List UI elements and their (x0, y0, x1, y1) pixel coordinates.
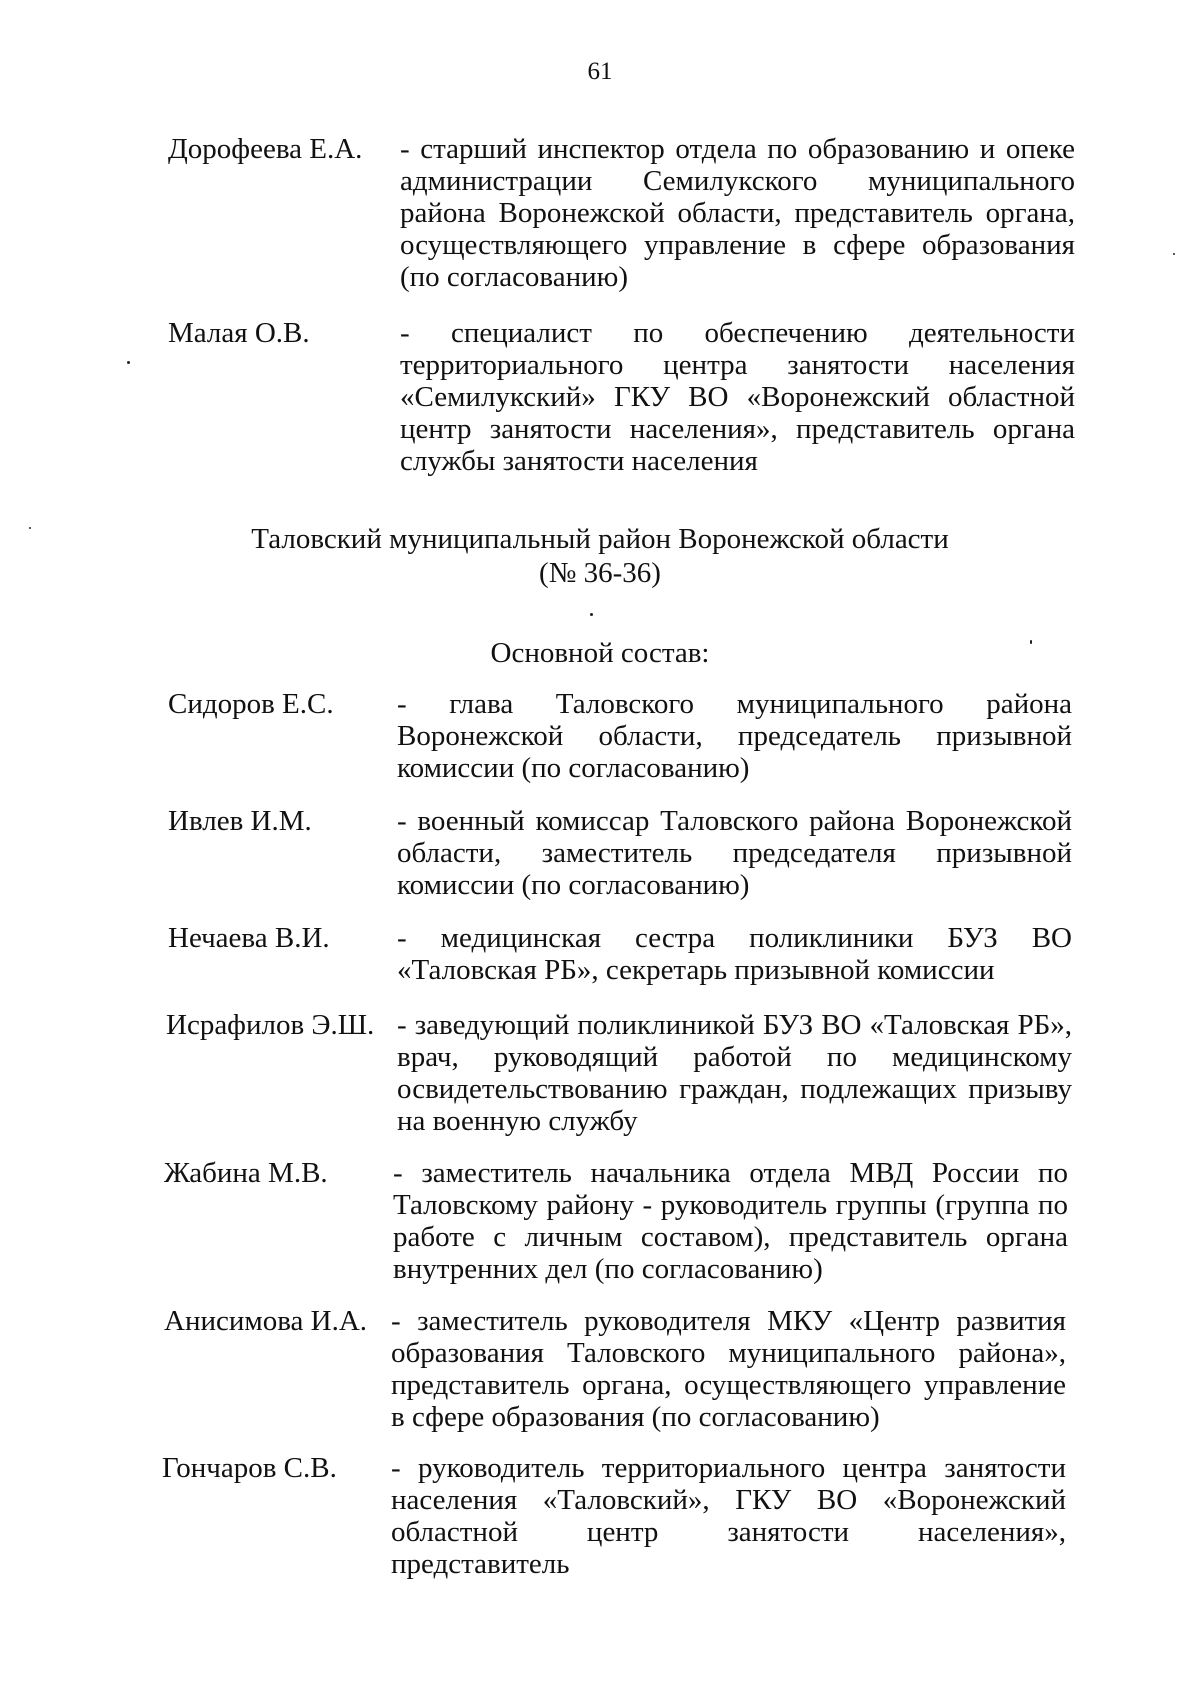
member-description: - глава Таловского муниципального района Воронежской области, председатель призывной комиссии (по согласованию) (397, 688, 1072, 784)
section-subtitle: Основной состав: (490, 637, 710, 669)
member-description: - заместитель начальника отдела МВД России по Таловскому району - руководитель группы (группа по работе с личным составом), представитель органа внутренних дел (по согласованию) (393, 1157, 1068, 1285)
scan-speck (127, 361, 130, 364)
page-number: 61 (587, 58, 613, 85)
member-name: Анисимова И.А. (164, 1305, 368, 1337)
member-name: Дорофеева Е.А. (168, 133, 363, 165)
member-name: Сидоров Е.С. (168, 688, 334, 720)
member-name: Малая О.В. (168, 317, 310, 349)
member-name: Ивлев И.М. (168, 805, 312, 837)
member-name: Жабина М.В. (164, 1157, 328, 1189)
scan-speck (1030, 640, 1032, 644)
member-description: - старший инспектор отдела по образованию и опеке администрации Семилукского муниципального района Воронежской области, представитель органа, осуществляющего управление в сфере образования (по согласованию) (400, 133, 1075, 293)
section-title-number: (№ 36-36) (539, 557, 661, 589)
member-name: Исрафилов Э.Ш. (166, 1009, 375, 1041)
scan-speck (590, 613, 593, 616)
scan-speck (1173, 253, 1175, 255)
section-title-district: Таловский муниципальный район Воронежской области (251, 523, 949, 555)
member-description: - заместитель руководителя МКУ «Центр развития образования Таловского муниципального района», представитель органа, осуществляющего управление в сфере образования (по согласованию) (391, 1305, 1066, 1433)
member-description: - военный комиссар Таловского района Воронежской области, заместитель председателя призывной комиссии (по согласованию) (397, 805, 1072, 901)
member-description: - руководитель территориального центра занятости населения «Таловский», ГКУ ВО «Воронежский областной центр занятости населения», представитель (391, 1452, 1066, 1580)
member-description: - специалист по обеспечению деятельности территориального центра занятости населения «Семилукский» ГКУ ВО «Воронежский областной центр занятости населения», представитель органа службы занятости населения (400, 317, 1075, 477)
member-description: - заведующий поликлиникой БУЗ ВО «Таловская РБ», врач, руководящий работой по медицинскому освидетельствованию граждан, подлежащих призыву на военную службу (397, 1009, 1072, 1137)
member-name: Нечаева В.И. (168, 922, 330, 954)
member-description: - медицинская сестра поликлиники БУЗ ВО «Таловская РБ», секретарь призывной комиссии (397, 922, 1072, 986)
scan-speck (29, 527, 31, 529)
member-name: Гончаров С.В. (162, 1452, 337, 1484)
